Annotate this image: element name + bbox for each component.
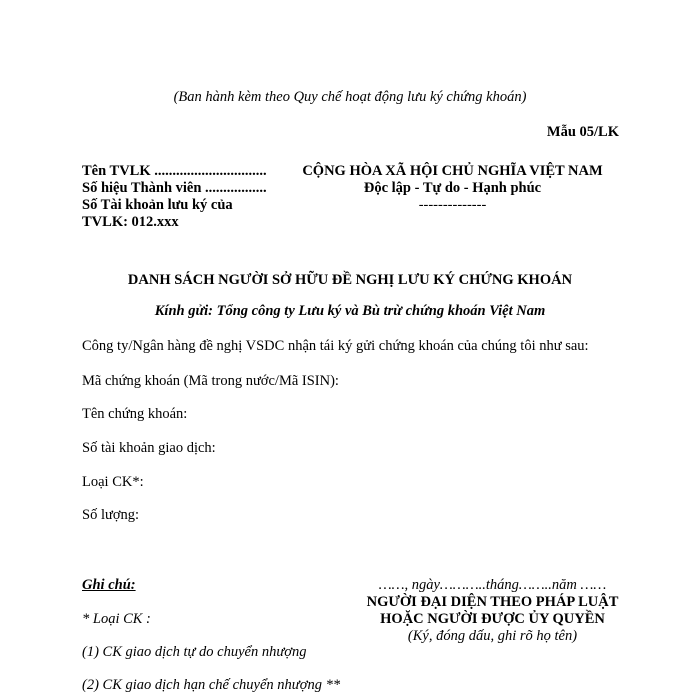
- notes-item-free-transfer: (1) CK giao dịch tự do chuyển nhượng: [82, 644, 307, 660]
- member-header: [82, 163, 267, 231]
- security-code-field: Mã chứng khoán (Mã trong nước/Mã ISIN):: [82, 373, 339, 389]
- national-header: [300, 163, 605, 214]
- addressee: Kính gửi: Tổng công ty Lưu ký và Bù trừ chứng khoán Việt Nam: [154, 303, 546, 319]
- signature-block: [340, 577, 645, 645]
- form-code: Mẫu 05/LK: [546, 124, 619, 140]
- custody-account-label: Số Tài khoản lưu ký của: [82, 197, 233, 213]
- member-code-line: Số hiệu Thành viên .................: [82, 180, 267, 196]
- legal-representative: NGƯỜI ĐẠI DIỆN THEO PHÁP LUẬT: [366, 594, 619, 610]
- notes-type-label: * Loại CK :: [82, 611, 151, 627]
- security-name-field: Tên chứng khoán:: [82, 406, 188, 422]
- national-motto: Độc lập - Tự do - Hạnh phúc: [363, 180, 542, 196]
- notes-heading: Ghi chú:: [82, 577, 136, 593]
- place-date-line: ……, ngày………..tháng……..năm ……: [378, 577, 607, 593]
- regulation-subtitle: (Ban hành kèm theo Quy chế hoạt động lưu ký chứng khoán): [173, 89, 527, 105]
- quantity-field: Số lượng:: [82, 507, 140, 523]
- trading-account-field: Số tài khoản giao dịch:: [82, 440, 216, 456]
- notes-item-restricted-transfer: (2) CK giao dịch hạn chế chuyển nhượng **: [82, 677, 341, 693]
- document-title: DANH SÁCH NGƯỜI SỞ HỮU ĐỀ NGHỊ LƯU KÝ CHỨNG KHOÁN: [127, 272, 573, 288]
- security-type-field: Loại CK*:: [82, 474, 144, 490]
- authorized-person: HOẶC NGƯỜI ĐƯỢC ỦY QUYỀN: [380, 611, 605, 627]
- custody-account-value: TVLK: 012.xxx: [82, 214, 179, 230]
- signature-instruction: (Ký, đóng dấu, ghi rõ họ tên): [407, 628, 578, 644]
- member-name-line: Tên TVLK ...............................: [82, 163, 267, 179]
- header-divider: --------------: [418, 197, 487, 213]
- intro-statement: Công ty/Ngân hàng đề nghị VSDC nhận tái ký gửi chứng khoán của chúng tôi như sau:: [82, 338, 589, 354]
- country-name: CỘNG HÒA XÃ HỘI CHỦ NGHĨA VIỆT NAM: [302, 163, 603, 179]
